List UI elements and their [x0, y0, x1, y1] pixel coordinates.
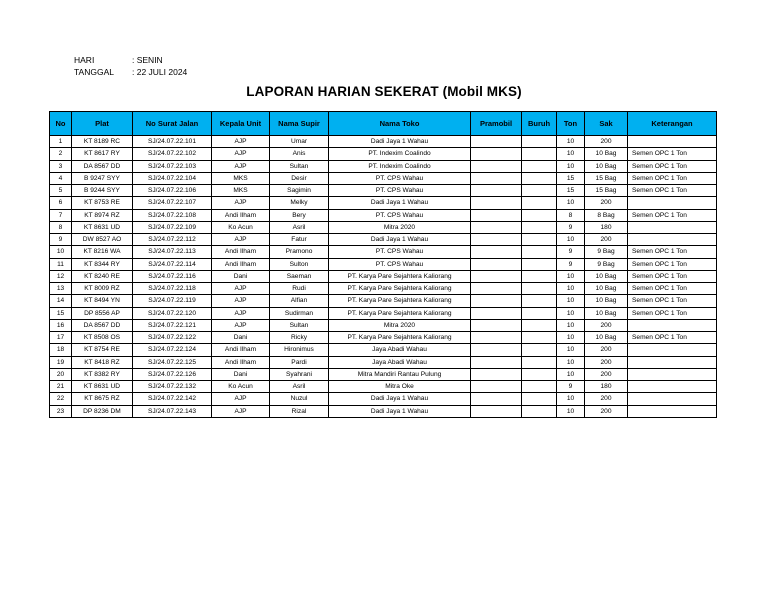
- table-row: [50, 381, 717, 393]
- col-ton-cell: 10: [557, 405, 585, 417]
- col-pramobil-cell: [471, 344, 522, 356]
- col-pramobil-cell: [471, 381, 522, 393]
- col-no-surat-jalan-cell: SJ/24.07.22.125: [133, 356, 212, 368]
- col-plat-cell: KT 8382 RY: [72, 368, 133, 380]
- col-buruh-cell: [522, 197, 557, 209]
- col-ton-cell: 10: [557, 283, 585, 295]
- col-no-surat-jalan-cell: SJ/24.07.22.103: [133, 160, 212, 172]
- col-kepala-unit-header: Kepala Unit: [212, 112, 270, 136]
- col-sak-cell: 10 Bag: [585, 270, 628, 282]
- col-keterangan-cell: [628, 393, 717, 405]
- col-keterangan-cell: [628, 136, 717, 148]
- col-ton-cell: 10: [557, 136, 585, 148]
- meta-tanggal-row: [74, 66, 187, 78]
- col-nama-toko-cell: Jaya Abadi Wahau: [329, 344, 471, 356]
- col-plat-cell: KT 8631 UD: [72, 381, 133, 393]
- col-keterangan-cell: [628, 356, 717, 368]
- col-pramobil-cell: [471, 393, 522, 405]
- col-no-surat-jalan-cell: SJ/24.07.22.107: [133, 197, 212, 209]
- col-keterangan-cell: Semen OPC 1 Ton: [628, 172, 717, 184]
- col-no-cell: 8: [50, 221, 72, 233]
- col-keterangan-cell: Semen OPC 1 Ton: [628, 283, 717, 295]
- table-row: [50, 307, 717, 319]
- col-nama-supir-cell: Sulton: [270, 258, 329, 270]
- col-keterangan-cell: Semen OPC 1 Ton: [628, 295, 717, 307]
- col-nama-supir-cell: Ricky: [270, 332, 329, 344]
- col-keterangan-cell: Semen OPC 1 Ton: [628, 307, 717, 319]
- col-ton-cell: 9: [557, 246, 585, 258]
- col-plat-cell: KT 8631 UD: [72, 221, 133, 233]
- col-sak-cell: 200: [585, 234, 628, 246]
- col-no-surat-jalan-cell: SJ/24.07.22.116: [133, 270, 212, 282]
- col-kepala-unit-cell: AJP: [212, 197, 270, 209]
- table-row: [50, 172, 717, 184]
- col-buruh-cell: [522, 332, 557, 344]
- col-nama-toko-cell: PT. CPS Wahau: [329, 209, 471, 221]
- col-pramobil-cell: [471, 136, 522, 148]
- col-ton-cell: 8: [557, 209, 585, 221]
- col-keterangan-cell: Semen OPC 1 Ton: [628, 160, 717, 172]
- col-plat-cell: DA 8567 DD: [72, 319, 133, 331]
- col-no-cell: 7: [50, 209, 72, 221]
- col-no-cell: 6: [50, 197, 72, 209]
- col-ton-cell: 15: [557, 172, 585, 184]
- table-body: [50, 136, 717, 418]
- col-sak-cell: 200: [585, 368, 628, 380]
- table-row: [50, 234, 717, 246]
- col-pramobil-cell: [471, 332, 522, 344]
- col-sak-cell: 10 Bag: [585, 160, 628, 172]
- col-plat-cell: KT 8494 YN: [72, 295, 133, 307]
- col-kepala-unit-cell: Dani: [212, 332, 270, 344]
- col-no-cell: 22: [50, 393, 72, 405]
- col-pramobil-cell: [471, 209, 522, 221]
- table-header: [50, 112, 717, 136]
- col-ton-cell: 10: [557, 197, 585, 209]
- col-nama-supir-cell: Pramono: [270, 246, 329, 258]
- col-no-cell: 10: [50, 246, 72, 258]
- col-no-surat-jalan-cell: SJ/24.07.22.108: [133, 209, 212, 221]
- col-sak-cell: 15 Bag: [585, 185, 628, 197]
- col-nama-supir-cell: Sultan: [270, 160, 329, 172]
- col-buruh-cell: [522, 160, 557, 172]
- col-sak-cell: 10 Bag: [585, 283, 628, 295]
- col-nama-toko-cell: PT. Karya Pare Sejahtera Kaliorang: [329, 295, 471, 307]
- col-nama-supir-cell: Saeman: [270, 270, 329, 282]
- col-sak-cell: 15 Bag: [585, 172, 628, 184]
- col-buruh-cell: [522, 405, 557, 417]
- col-no-surat-jalan-cell: SJ/24.07.22.102: [133, 148, 212, 160]
- col-pramobil-cell: [471, 270, 522, 282]
- col-no-cell: 14: [50, 295, 72, 307]
- col-keterangan-cell: [628, 344, 717, 356]
- col-ton-cell: 10: [557, 393, 585, 405]
- col-nama-toko-cell: Jaya Abadi Wahau: [329, 356, 471, 368]
- col-plat-cell: DP 8236 DM: [72, 405, 133, 417]
- col-nama-supir-cell: Rudi: [270, 283, 329, 295]
- col-sak-cell: 9 Bag: [585, 258, 628, 270]
- col-sak-cell: 200: [585, 393, 628, 405]
- col-ton-cell: 10: [557, 368, 585, 380]
- col-no-cell: 3: [50, 160, 72, 172]
- col-buruh-cell: [522, 221, 557, 233]
- col-no-cell: 13: [50, 283, 72, 295]
- col-ton-cell: 10: [557, 307, 585, 319]
- col-nama-toko-cell: PT. Indexim Coalindo: [329, 148, 471, 160]
- col-buruh-cell: [522, 136, 557, 148]
- col-keterangan-cell: [628, 405, 717, 417]
- col-ton-cell: 10: [557, 319, 585, 331]
- col-sak-cell: 180: [585, 221, 628, 233]
- col-kepala-unit-cell: Andi Ilham: [212, 356, 270, 368]
- col-nama-supir-cell: Sagimin: [270, 185, 329, 197]
- col-no-cell: 17: [50, 332, 72, 344]
- header-row: [50, 112, 717, 136]
- col-nama-toko-cell: PT. CPS Wahau: [329, 185, 471, 197]
- col-sak-cell: 180: [585, 381, 628, 393]
- col-nama-supir-cell: Fatur: [270, 234, 329, 246]
- col-buruh-cell: [522, 258, 557, 270]
- col-buruh-cell: [522, 344, 557, 356]
- col-ton-cell: 10: [557, 234, 585, 246]
- table-row: [50, 246, 717, 258]
- col-plat-cell: KT 8974 RZ: [72, 209, 133, 221]
- col-ton-cell: 10: [557, 356, 585, 368]
- col-no-surat-jalan-cell: SJ/24.07.22.113: [133, 246, 212, 258]
- col-buruh-cell: [522, 283, 557, 295]
- col-sak-cell: 10 Bag: [585, 307, 628, 319]
- col-sak-cell: 200: [585, 197, 628, 209]
- col-plat-header: Plat: [72, 112, 133, 136]
- report-table: [49, 111, 717, 418]
- col-plat-cell: KT 8753 RE: [72, 197, 133, 209]
- table-row: [50, 356, 717, 368]
- col-buruh-cell: [522, 172, 557, 184]
- col-ton-cell: 10: [557, 270, 585, 282]
- col-kepala-unit-cell: Andi Ilham: [212, 258, 270, 270]
- col-buruh-cell: [522, 209, 557, 221]
- col-no-surat-jalan-cell: SJ/24.07.22.101: [133, 136, 212, 148]
- col-no-cell: 5: [50, 185, 72, 197]
- col-nama-toko-cell: PT. CPS Wahau: [329, 246, 471, 258]
- col-pramobil-cell: [471, 172, 522, 184]
- col-ton-cell: 10: [557, 344, 585, 356]
- col-nama-toko-cell: Dadi Jaya 1 Wahau: [329, 393, 471, 405]
- col-nama-toko-cell: PT. Karya Pare Sejahtera Kaliorang: [329, 270, 471, 282]
- col-nama-supir-cell: Hironimus: [270, 344, 329, 356]
- col-keterangan-cell: [628, 221, 717, 233]
- col-no-cell: 1: [50, 136, 72, 148]
- col-kepala-unit-cell: AJP: [212, 148, 270, 160]
- col-kepala-unit-cell: AJP: [212, 283, 270, 295]
- col-nama-toko-cell: Mitra Oke: [329, 381, 471, 393]
- col-no-cell: 9: [50, 234, 72, 246]
- col-nama-toko-cell: PT. Karya Pare Sejahtera Kaliorang: [329, 307, 471, 319]
- col-kepala-unit-cell: Ko Acun: [212, 221, 270, 233]
- col-ton-cell: 10: [557, 332, 585, 344]
- col-keterangan-cell: Semen OPC 1 Ton: [628, 332, 717, 344]
- col-pramobil-cell: [471, 405, 522, 417]
- col-keterangan-cell: Semen OPC 1 Ton: [628, 209, 717, 221]
- col-plat-cell: DA 8567 DD: [72, 160, 133, 172]
- col-nama-toko-cell: PT. Karya Pare Sejahtera Kaliorang: [329, 283, 471, 295]
- col-kepala-unit-cell: MKS: [212, 185, 270, 197]
- col-kepala-unit-cell: Dani: [212, 270, 270, 282]
- col-keterangan-cell: [628, 197, 717, 209]
- col-sak-cell: 8 Bag: [585, 209, 628, 221]
- col-pramobil-cell: [471, 148, 522, 160]
- col-buruh-cell: [522, 368, 557, 380]
- col-ton-cell: 10: [557, 160, 585, 172]
- col-no-cell: 16: [50, 319, 72, 331]
- col-no-cell: 23: [50, 405, 72, 417]
- col-keterangan-cell: [628, 234, 717, 246]
- col-kepala-unit-cell: Dani: [212, 368, 270, 380]
- col-no-surat-jalan-cell: SJ/24.07.22.119: [133, 295, 212, 307]
- col-nama-toko-cell: Dadi Jaya 1 Wahau: [329, 136, 471, 148]
- col-kepala-unit-cell: Andi Ilham: [212, 209, 270, 221]
- col-nama-supir-cell: Melky: [270, 197, 329, 209]
- table-row: [50, 209, 717, 221]
- col-no-surat-jalan-cell: SJ/24.07.22.142: [133, 393, 212, 405]
- col-kepala-unit-cell: AJP: [212, 160, 270, 172]
- col-no-header: No: [50, 112, 72, 136]
- meta-hari-row: [74, 54, 187, 66]
- report-title: LAPORAN HARIAN SEKERAT (Mobil MKS): [246, 84, 522, 99]
- table-row: [50, 185, 717, 197]
- table-row: [50, 393, 717, 405]
- col-nama-supir-cell: Umar: [270, 136, 329, 148]
- tanggal-value: : 22 JULI 2024: [132, 67, 188, 77]
- col-nama-toko-cell: Mitra 2020: [329, 221, 471, 233]
- col-nama-supir-cell: Alfian: [270, 295, 329, 307]
- col-kepala-unit-cell: AJP: [212, 307, 270, 319]
- col-nama-toko-cell: PT. CPS Wahau: [329, 172, 471, 184]
- col-sak-cell: 200: [585, 405, 628, 417]
- col-plat-cell: KT 8009 RZ: [72, 283, 133, 295]
- col-pramobil-cell: [471, 246, 522, 258]
- col-sak-cell: 200: [585, 356, 628, 368]
- col-nama-toko-cell: Dadi Jaya 1 Wahau: [329, 405, 471, 417]
- col-keterangan-cell: [628, 381, 717, 393]
- col-plat-cell: DW 8527 AO: [72, 234, 133, 246]
- col-kepala-unit-cell: Andi Ilham: [212, 344, 270, 356]
- col-plat-cell: B 9247 SYY: [72, 172, 133, 184]
- col-pramobil-cell: [471, 283, 522, 295]
- col-nama-supir-cell: Sultan: [270, 319, 329, 331]
- col-no-cell: 19: [50, 356, 72, 368]
- col-plat-cell: KT 8508 OS: [72, 332, 133, 344]
- table-row: [50, 136, 717, 148]
- col-keterangan-cell: [628, 319, 717, 331]
- col-plat-cell: KT 8675 RZ: [72, 393, 133, 405]
- col-pramobil-cell: [471, 307, 522, 319]
- col-no-surat-jalan-cell: SJ/24.07.22.120: [133, 307, 212, 319]
- col-sak-cell: 200: [585, 344, 628, 356]
- col-sak-cell: 200: [585, 136, 628, 148]
- col-nama-supir-cell: Desir: [270, 172, 329, 184]
- col-buruh-cell: [522, 246, 557, 258]
- col-sak-cell: 10 Bag: [585, 148, 628, 160]
- table-row: [50, 368, 717, 380]
- col-sak-cell: 9 Bag: [585, 246, 628, 258]
- col-buruh-header: Buruh: [522, 112, 557, 136]
- col-plat-cell: KT 8240 RE: [72, 270, 133, 282]
- table-row: [50, 258, 717, 270]
- table-row: [50, 197, 717, 209]
- col-no-surat-jalan-cell: SJ/24.07.22.124: [133, 344, 212, 356]
- report-meta: [74, 54, 187, 78]
- table-row: [50, 270, 717, 282]
- col-nama-supir-header: Nama Supir: [270, 112, 329, 136]
- col-kepala-unit-cell: AJP: [212, 234, 270, 246]
- col-ton-cell: 15: [557, 185, 585, 197]
- col-plat-cell: KT 8344 RY: [72, 258, 133, 270]
- col-plat-cell: KT 8617 RY: [72, 148, 133, 160]
- col-buruh-cell: [522, 319, 557, 331]
- col-pramobil-cell: [471, 258, 522, 270]
- col-pramobil-cell: [471, 356, 522, 368]
- col-no-cell: 4: [50, 172, 72, 184]
- col-no-surat-jalan-cell: SJ/24.07.22.106: [133, 185, 212, 197]
- col-nama-supir-cell: Asril: [270, 381, 329, 393]
- col-kepala-unit-cell: AJP: [212, 295, 270, 307]
- col-nama-toko-cell: PT. Indexim Coalindo: [329, 160, 471, 172]
- col-kepala-unit-cell: AJP: [212, 393, 270, 405]
- col-sak-cell: 10 Bag: [585, 295, 628, 307]
- col-nama-supir-cell: Pardi: [270, 356, 329, 368]
- table-row: [50, 283, 717, 295]
- col-ton-cell: 10: [557, 295, 585, 307]
- col-plat-cell: KT 8189 RC: [72, 136, 133, 148]
- col-no-surat-jalan-cell: SJ/24.07.22.104: [133, 172, 212, 184]
- col-no-cell: 18: [50, 344, 72, 356]
- col-buruh-cell: [522, 393, 557, 405]
- col-ton-cell: 9: [557, 221, 585, 233]
- col-no-surat-jalan-cell: SJ/24.07.22.126: [133, 368, 212, 380]
- col-no-cell: 2: [50, 148, 72, 160]
- col-pramobil-cell: [471, 319, 522, 331]
- col-nama-toko-cell: PT. Karya Pare Sejahtera Kaliorang: [329, 332, 471, 344]
- col-nama-supir-cell: Asril: [270, 221, 329, 233]
- col-kepala-unit-cell: AJP: [212, 405, 270, 417]
- col-nama-supir-cell: Bery: [270, 209, 329, 221]
- col-buruh-cell: [522, 381, 557, 393]
- col-no-surat-jalan-cell: SJ/24.07.22.118: [133, 283, 212, 295]
- table-row: [50, 295, 717, 307]
- table-row: [50, 160, 717, 172]
- col-keterangan-cell: Semen OPC 1 Ton: [628, 258, 717, 270]
- col-no-surat-jalan-cell: SJ/24.07.22.121: [133, 319, 212, 331]
- col-pramobil-cell: [471, 234, 522, 246]
- col-nama-supir-cell: Sudirman: [270, 307, 329, 319]
- col-kepala-unit-cell: AJP: [212, 136, 270, 148]
- hari-label: HARI: [74, 55, 95, 65]
- col-pramobil-cell: [471, 185, 522, 197]
- col-ton-cell: 9: [557, 258, 585, 270]
- col-sak-cell: 10 Bag: [585, 332, 628, 344]
- col-buruh-cell: [522, 234, 557, 246]
- table-row: [50, 319, 717, 331]
- col-ton-header: Ton: [557, 112, 585, 136]
- col-nama-toko-cell: Dadi Jaya 1 Wahau: [329, 197, 471, 209]
- col-buruh-cell: [522, 356, 557, 368]
- hari-value: : SENIN: [132, 55, 163, 65]
- col-plat-cell: DP 8556 AP: [72, 307, 133, 319]
- col-buruh-cell: [522, 295, 557, 307]
- col-keterangan-header: Keterangan: [628, 112, 717, 136]
- col-kepala-unit-cell: Ko Acun: [212, 381, 270, 393]
- col-nama-toko-cell: Mitra 2020: [329, 319, 471, 331]
- col-no-surat-jalan-cell: SJ/24.07.22.112: [133, 234, 212, 246]
- col-no-surat-jalan-header: No Surat Jalan: [133, 112, 212, 136]
- col-no-cell: 12: [50, 270, 72, 282]
- table-row: [50, 405, 717, 417]
- col-nama-supir-cell: Syahrani: [270, 368, 329, 380]
- col-nama-toko-cell: Dadi Jaya 1 Wahau: [329, 234, 471, 246]
- col-no-cell: 21: [50, 381, 72, 393]
- col-no-cell: 20: [50, 368, 72, 380]
- col-keterangan-cell: Semen OPC 1 Ton: [628, 148, 717, 160]
- col-nama-toko-header: Nama Toko: [329, 112, 471, 136]
- col-sak-header: Sak: [585, 112, 628, 136]
- col-plat-cell: KT 8754 RE: [72, 344, 133, 356]
- col-sak-cell: 200: [585, 319, 628, 331]
- col-plat-cell: KT 8418 RZ: [72, 356, 133, 368]
- col-nama-supir-cell: Nuzul: [270, 393, 329, 405]
- table-row: [50, 332, 717, 344]
- col-kepala-unit-cell: Andi Ilham: [212, 246, 270, 258]
- col-pramobil-cell: [471, 197, 522, 209]
- col-nama-supir-cell: Rizal: [270, 405, 329, 417]
- col-keterangan-cell: Semen OPC 1 Ton: [628, 270, 717, 282]
- col-pramobil-header: Pramobil: [471, 112, 522, 136]
- col-no-surat-jalan-cell: SJ/24.07.22.132: [133, 381, 212, 393]
- col-buruh-cell: [522, 148, 557, 160]
- col-plat-cell: KT 8216 WA: [72, 246, 133, 258]
- tanggal-label: TANGGAL: [74, 67, 114, 77]
- col-buruh-cell: [522, 185, 557, 197]
- col-no-cell: 11: [50, 258, 72, 270]
- col-keterangan-cell: Semen OPC 1 Ton: [628, 185, 717, 197]
- col-nama-toko-cell: PT. CPS Wahau: [329, 258, 471, 270]
- col-pramobil-cell: [471, 295, 522, 307]
- col-no-surat-jalan-cell: SJ/24.07.22.109: [133, 221, 212, 233]
- col-keterangan-cell: Semen OPC 1 Ton: [628, 246, 717, 258]
- col-pramobil-cell: [471, 368, 522, 380]
- col-no-surat-jalan-cell: SJ/24.07.22.114: [133, 258, 212, 270]
- col-no-surat-jalan-cell: SJ/24.07.22.143: [133, 405, 212, 417]
- col-plat-cell: B 9244 SYY: [72, 185, 133, 197]
- table-row: [50, 344, 717, 356]
- col-pramobil-cell: [471, 221, 522, 233]
- col-ton-cell: 9: [557, 381, 585, 393]
- col-keterangan-cell: [628, 368, 717, 380]
- col-no-cell: 15: [50, 307, 72, 319]
- table-row: [50, 148, 717, 160]
- col-nama-toko-cell: Mitra Mandiri Rantau Pulung: [329, 368, 471, 380]
- col-kepala-unit-cell: MKS: [212, 172, 270, 184]
- col-nama-supir-cell: Anis: [270, 148, 329, 160]
- col-no-surat-jalan-cell: SJ/24.07.22.122: [133, 332, 212, 344]
- col-buruh-cell: [522, 307, 557, 319]
- table-row: [50, 221, 717, 233]
- col-kepala-unit-cell: AJP: [212, 319, 270, 331]
- col-buruh-cell: [522, 270, 557, 282]
- col-ton-cell: 10: [557, 148, 585, 160]
- col-pramobil-cell: [471, 160, 522, 172]
